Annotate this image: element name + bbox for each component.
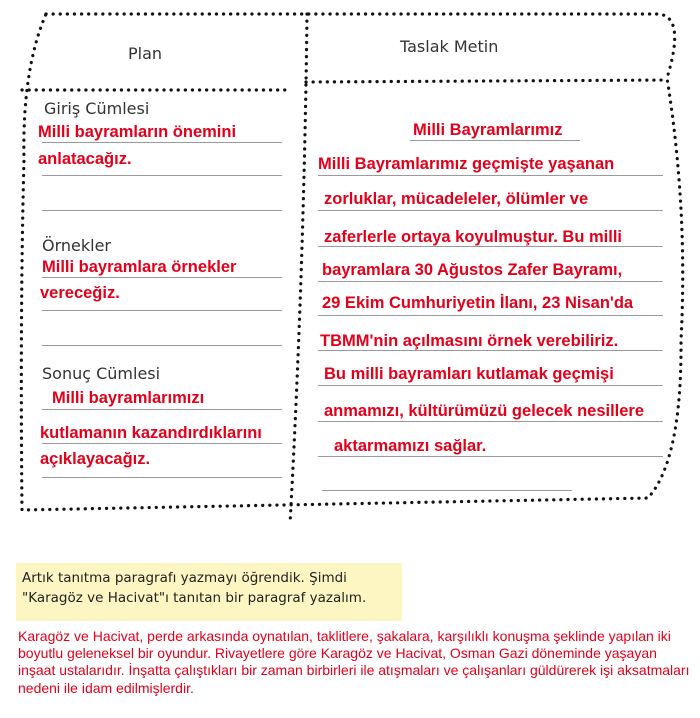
draft-line-2: zorluklar, mücadeleler, ölümler ve [324,190,589,208]
writing-line [318,456,663,457]
writing-line [42,345,282,346]
writing-line [318,385,663,386]
intro-line-1: Milli bayramların önemini [38,123,237,141]
draft-line-9: aktarmamızı sağlar. [334,437,487,455]
draft-line-1: Milli Bayramlarımız geçmişte yaşanan [318,155,615,173]
writing-line [318,246,663,247]
draft-line-8: anmamızı, kültürümüzü gelecek nesillere [324,402,645,420]
writing-line [318,281,663,282]
writing-line [318,175,663,176]
intro-label: Giriş Cümlesi [44,99,150,118]
examples-line-2: vereceğiz. [40,284,120,302]
writing-line [318,350,663,351]
writing-line [42,210,282,211]
draft-line-4: bayramlara 30 Ağustos Zafer Bayramı, [322,261,623,279]
writing-line [42,142,282,143]
instruction-box [16,563,402,621]
right-header-divider [306,80,668,82]
draft-line-7: Bu milli bayramları kutlamak geçmişi [324,365,614,383]
conclusion-line-3: açıklayacağız. [40,450,151,468]
writing-line [42,477,282,478]
column-divider [290,14,307,524]
writing-line [318,421,663,422]
conclusion-line-2: kutlamanın kazandırdıklarını [40,424,262,442]
writing-line [42,310,282,311]
draft-header: Taslak Metin [400,37,499,56]
title-line [410,140,580,141]
draft-line-5: 29 Ekim Cumhuriyetin İlanı, 23 Nisan'da [322,294,634,312]
writing-line [42,277,282,278]
writing-line [42,409,282,410]
instruction-line-1: Artık tanıtma paragrafı yazmayı öğrendik. Şimdi [22,570,347,586]
draft-line-6: TBMM'nin açılmasını örnek verebiliriz. [320,332,619,350]
writing-line [318,210,663,211]
plan-header: Plan [128,44,163,63]
examples-label: Örnekler [42,236,112,255]
draft-line-3: zaferlerle ortaya koyulmuştur. Bu milli [324,228,623,246]
writing-line [42,443,282,444]
intro-line-2: anlatacağız. [38,150,132,168]
writing-line [42,175,282,176]
writing-line [318,315,663,316]
writing-line [322,490,572,491]
instruction-line-2: "Karagöz ve Hacivat"ı tanıtan bir paragraf yazalım. [22,590,367,606]
conclusion-line-1: Milli bayramlarımızı [52,389,205,407]
answer-paragraph: Karagöz ve Hacivat, perde arkasında oynatılan, taklitlere, şakalara, karşılıklı konuşma şeklinde yapılan iki boyutlu geleneksel bir oyundur. Rivayetlere göre Karagöz ve Hacivat, Osman Gazi döneminde yaşayan inşaat ustalarıdır. İnşatta çalıştıkları bir zaman birbirleri ile atışmaları ve çalışanları güldürerek işi aksatmaları nedeni ile idam edilmişlerdir. [18,628,690,696]
draft-title: Milli Bayramlarımız [413,121,563,139]
conclusion-label: Sonuç Cümlesi [42,364,161,383]
examples-line-1: Milli bayramlara örnekler [42,258,237,276]
